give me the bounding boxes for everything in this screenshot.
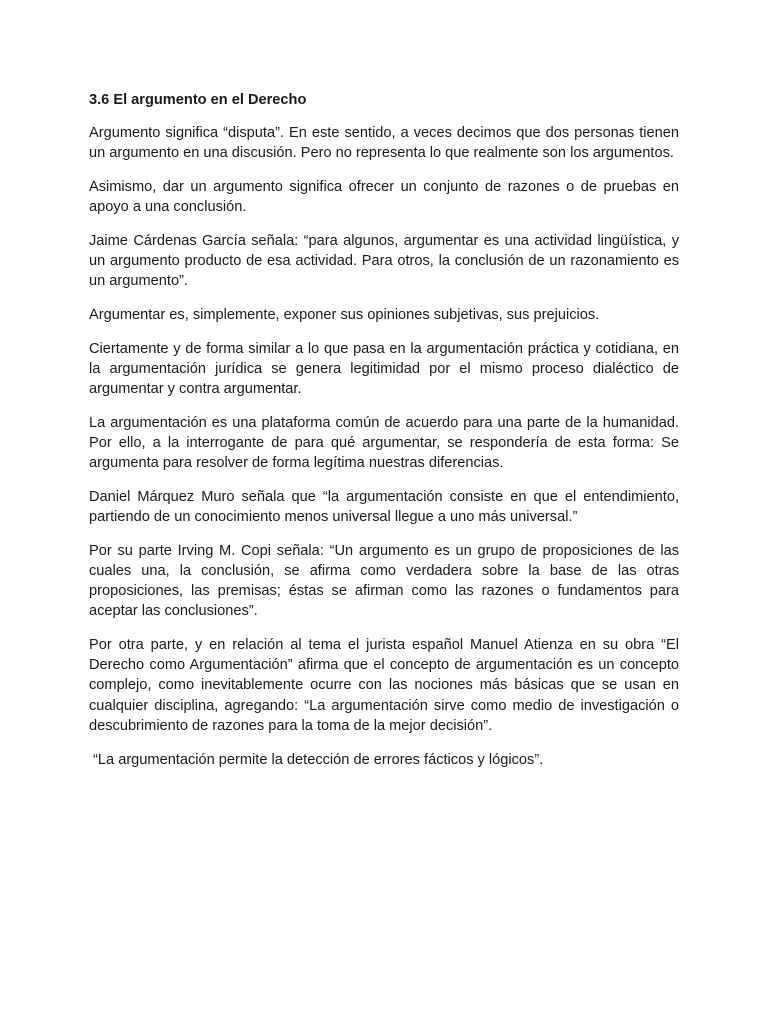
paragraph-7: Daniel Márquez Muro señala que “la argumentación consiste en que el entendimiento, partiendo de un conocimiento menos universal llegue a uno más universal.”: [89, 488, 679, 526]
paragraph-3: Jaime Cárdenas García señala: “para algunos, argumentar es una actividad lingüística, y un argumento producto de esa actividad. Para otros, la conclusión de un razonamiento es un argumento”.: [89, 232, 679, 290]
paragraph-10: “La argumentación permite la detección de errores fácticos y lógicos”.: [89, 751, 544, 768]
paragraph-5: Ciertamente y de forma similar a lo que pasa en la argumentación práctica y cotidiana, en la argumentación jurídica se genera legitimidad por el mismo proceso dialéctico de argumentar y contra argumentar.: [89, 340, 679, 398]
paragraph-6: La argumentación es una plataforma común de acuerdo para una parte de la humanidad. Por ello, a la interrogante de para qué argumentar, se respondería de esta forma: Se argumenta para resolver de forma legítima nuestras diferencias.: [89, 414, 679, 472]
paragraph-4: Argumentar es, simplemente, exponer sus opiniones subjetivas, sus prejuicios.: [89, 306, 600, 323]
paragraph-1: Argumento significa “disputa”. En este sentido, a veces decimos que dos personas tienen un argumento en una discusión. Pero no representa lo que realmente son los argumentos.: [89, 125, 679, 162]
document-body: [89, 90, 679, 783]
section-heading: 3.6 El argumento en el Derecho: [89, 92, 307, 108]
paragraph-2: Asimismo, dar un argumento significa ofrecer un conjunto de razones o de pruebas en apoyo a una conclusión.: [89, 178, 679, 216]
paragraph-9: Por otra parte, y en relación al tema el jurista español Manuel Atienza en su obra “El Derecho como Argumentación” afirma que el concepto de argumentación es un concepto complejo, como inevitablemente ocurre con las nociones más básicas que se usan en cualquier disciplina, agregando: “La argumentación sirve como medio de investigación o descubrimiento de razones para la toma de la mejor decisión”.: [89, 637, 679, 734]
paragraph-8: Por su parte Irving M. Copi señala: “Un argumento es un grupo de proposiciones de las cuales una, la conclusión, se afirma como verdadera sobre la base de las otras proposiciones, las premisas; éstas se afirman como las razones o fundamentos para aceptar las conclusiones”.: [89, 542, 679, 620]
